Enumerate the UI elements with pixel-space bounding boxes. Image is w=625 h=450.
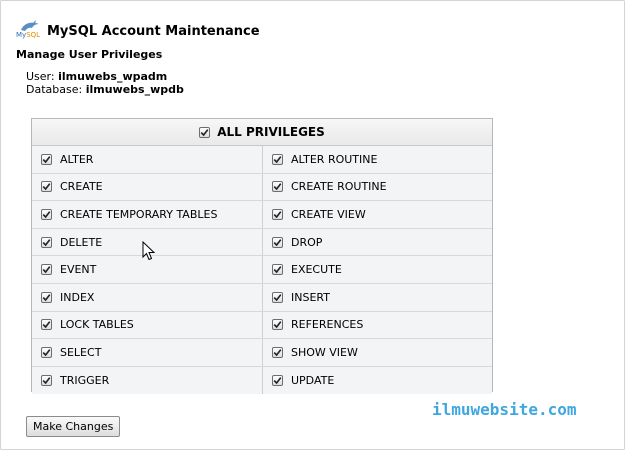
privilege-cell bbox=[32, 146, 262, 173]
privilege-label: ALTER ROUTINE bbox=[291, 152, 378, 166]
all-privileges-checkbox[interactable] bbox=[199, 127, 210, 138]
privilege-label: LOCK TABLES bbox=[60, 318, 134, 332]
privilege-label: CREATE ROUTINE bbox=[291, 180, 387, 194]
privilege-row bbox=[32, 284, 492, 312]
privilege-checkbox[interactable] bbox=[41, 154, 52, 165]
privilege-cell bbox=[262, 256, 492, 283]
all-privileges-label: ALL PRIVILEGES bbox=[217, 125, 325, 139]
privilege-label: EXECUTE bbox=[291, 263, 342, 277]
privilege-label: DROP bbox=[291, 235, 323, 249]
privilege-checkbox[interactable] bbox=[272, 347, 283, 358]
privilege-label: SELECT bbox=[60, 345, 102, 359]
privilege-label: CREATE bbox=[60, 180, 103, 194]
privilege-checkbox[interactable] bbox=[41, 347, 52, 358]
privilege-checkbox[interactable] bbox=[272, 264, 283, 275]
privilege-checkbox[interactable] bbox=[41, 319, 52, 330]
privilege-checkbox[interactable] bbox=[41, 181, 52, 192]
privilege-label: UPDATE bbox=[291, 374, 335, 388]
privilege-cell bbox=[262, 367, 492, 395]
privilege-row bbox=[32, 229, 492, 257]
section-title: Manage User Privileges bbox=[16, 48, 163, 61]
user-value: ilmuwebs_wpadm bbox=[58, 70, 168, 83]
watermark: ilmuwebsite.com bbox=[432, 400, 577, 419]
privilege-cell bbox=[262, 284, 492, 311]
privilege-label: SHOW VIEW bbox=[291, 345, 358, 359]
privilege-cell bbox=[262, 229, 492, 256]
mysql-logo-icon: MySQL bbox=[16, 20, 43, 42]
account-info bbox=[26, 70, 184, 96]
privilege-row bbox=[32, 174, 492, 202]
privilege-cell bbox=[262, 339, 492, 366]
privilege-label: DELETE bbox=[60, 235, 103, 249]
privilege-cell bbox=[32, 284, 262, 311]
user-label: User: bbox=[26, 70, 55, 83]
privilege-checkbox[interactable] bbox=[272, 375, 283, 386]
privilege-cell bbox=[262, 146, 492, 173]
privilege-rows bbox=[32, 146, 492, 394]
user-line bbox=[26, 70, 184, 83]
privilege-checkbox[interactable] bbox=[41, 292, 52, 303]
privilege-checkbox[interactable] bbox=[272, 181, 283, 192]
privilege-label: CREATE VIEW bbox=[291, 207, 366, 221]
privilege-label: INDEX bbox=[60, 290, 95, 304]
privilege-checkbox[interactable] bbox=[41, 264, 52, 275]
page-title: MySQL Account Maintenance bbox=[47, 23, 260, 39]
privilege-checkbox[interactable] bbox=[41, 237, 52, 248]
privilege-cell bbox=[262, 174, 492, 201]
make-changes-button[interactable]: Make Changes bbox=[26, 416, 120, 437]
privilege-row bbox=[32, 201, 492, 229]
privilege-label: ALTER bbox=[60, 152, 94, 166]
privilege-label: CREATE TEMPORARY TABLES bbox=[60, 207, 218, 221]
privilege-label: REFERENCES bbox=[291, 318, 364, 332]
privilege-row bbox=[32, 339, 492, 367]
privilege-row bbox=[32, 256, 492, 284]
mouse-cursor-icon bbox=[142, 241, 156, 261]
privilege-checkbox[interactable] bbox=[272, 154, 283, 165]
all-privileges-header bbox=[32, 119, 492, 146]
privilege-label: TRIGGER bbox=[60, 374, 110, 388]
privilege-cell bbox=[32, 367, 262, 395]
database-line bbox=[26, 83, 184, 96]
privilege-checkbox[interactable] bbox=[41, 209, 52, 220]
privilege-cell bbox=[32, 312, 262, 339]
privilege-cell bbox=[32, 174, 262, 201]
privilege-checkbox[interactable] bbox=[272, 209, 283, 220]
privilege-row bbox=[32, 146, 492, 174]
privilege-label: EVENT bbox=[60, 263, 97, 277]
privilege-cell bbox=[32, 339, 262, 366]
database-label: Database: bbox=[26, 83, 83, 96]
privilege-checkbox[interactable] bbox=[272, 319, 283, 330]
privilege-cell bbox=[32, 201, 262, 228]
privilege-label: INSERT bbox=[291, 290, 330, 304]
privilege-row bbox=[32, 312, 492, 340]
privilege-checkbox[interactable] bbox=[272, 237, 283, 248]
page-header bbox=[16, 20, 260, 42]
privilege-cell bbox=[262, 312, 492, 339]
privilege-cell bbox=[262, 201, 492, 228]
privilege-checkbox[interactable] bbox=[41, 375, 52, 386]
database-value: ilmuwebs_wpdb bbox=[85, 83, 184, 96]
privilege-checkbox[interactable] bbox=[272, 292, 283, 303]
privileges-table bbox=[31, 118, 493, 392]
privilege-row bbox=[32, 367, 492, 395]
